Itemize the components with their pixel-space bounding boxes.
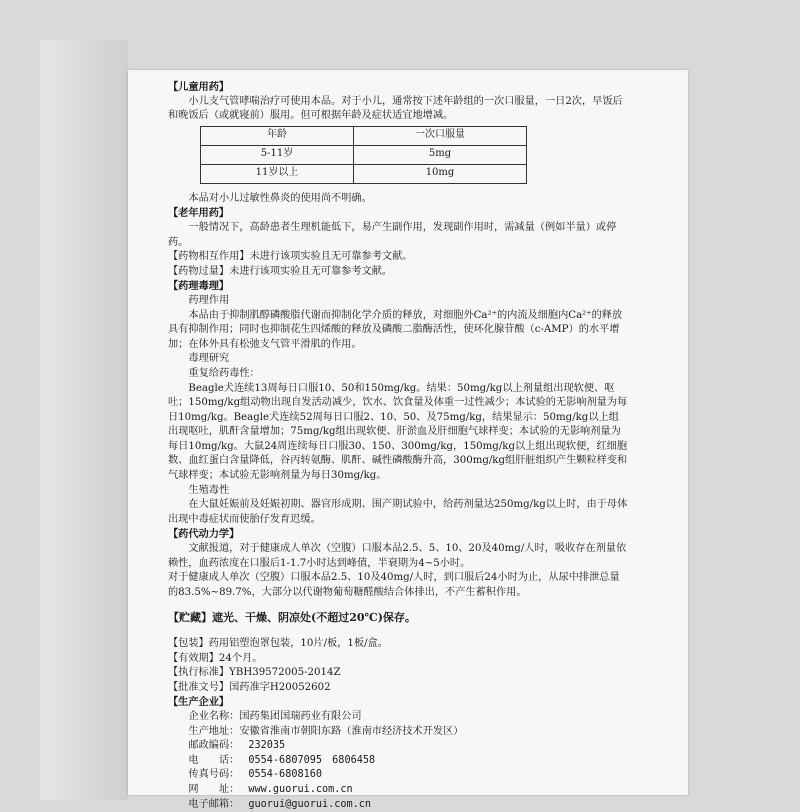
table-header-row bbox=[201, 126, 527, 145]
pk-text-1: 文献报道，对于健康成人单次（空腹）口服本品2.5、5、10、20及40mg/人时，吸收存在剂量依赖性，血药浓度在口服后1-1.7小时达到峰值，半衰期为4~5小时。 bbox=[168, 543, 627, 569]
phone-value: 0554-6807095 6806458 bbox=[248, 754, 376, 766]
postcode-row bbox=[168, 739, 628, 754]
fax-label: 传真号码： bbox=[188, 769, 240, 781]
table-cell: 10mg bbox=[354, 164, 527, 183]
reproductive-title: 生殖毒性 bbox=[188, 484, 230, 496]
fax-value: 0554-6808160 bbox=[248, 769, 322, 781]
pk-heading: 【药代动力学】 bbox=[168, 528, 240, 541]
phone-label: 电 话： bbox=[188, 754, 240, 766]
toxicology-title: 毒理研究 bbox=[188, 353, 230, 365]
pediatric-text: 小儿支气管哮喘治疗可使用本品。对于小儿，通常按下述年龄组的一次口服量，一日2次，早饭后和晚饭后（或就寝前）服用。但可根据年龄及症状适宜地增减。 bbox=[168, 95, 623, 122]
storage-section: 【贮藏】遮光、干燥、阴凉处(不超过20℃)保存。 bbox=[168, 611, 416, 625]
pediatric-note: 本品对小儿过敏性鼻炎的使用尚不明确。 bbox=[188, 192, 372, 204]
standard-section: 【执行标准】YBH39572005-2014Z bbox=[168, 667, 341, 679]
table-row bbox=[201, 164, 527, 183]
interaction-section: 【药物相互作用】未进行该项实验且无可靠参考文献。 bbox=[168, 251, 413, 263]
manufacturer-name: 企业名称：国药集团国瑞药业有限公司 bbox=[188, 710, 362, 722]
elderly-text: 一般情况下，高龄患者生理机能低下，易产生副作用，发现副作用时，需减量（例如半量）或停药。 bbox=[168, 221, 617, 248]
table-header: 一次口服量 bbox=[354, 126, 527, 145]
email-value: guorui@guorui.com.cn bbox=[248, 798, 372, 810]
table-cell: 5mg bbox=[354, 145, 527, 164]
postcode-label: 邮政编码： bbox=[188, 740, 240, 752]
pharmacology-title: 药理作用 bbox=[188, 294, 230, 306]
table-cell: 11岁以上 bbox=[201, 164, 354, 183]
website-row bbox=[168, 783, 628, 798]
validity-section: 【有效期】24个月。 bbox=[168, 652, 263, 664]
pediatric-heading: 【儿童用药】 bbox=[168, 81, 230, 93]
pharmacology-text: 本品由于抑制肌醇磷酸脂代谢而抑制化学介质的释放，对细胞外Ca²⁺的内流及细胞内Ca²⁺的释放具有抑制作用；同时也抑制花生四烯酸的释放及磷酸二脂酶活性，使环化腺苷酸（c-AMP）的水平增加；在体外具有松弛支气管平滑肌的作用。 bbox=[168, 309, 623, 350]
repeat-dose-title: 重复给药毒性： bbox=[188, 367, 260, 379]
table-row bbox=[201, 145, 527, 164]
elderly-heading: 【老年用药】 bbox=[168, 207, 230, 220]
approval-section: 【批准文号】国药准字H20052602 bbox=[168, 681, 331, 693]
background-shadow bbox=[40, 40, 128, 800]
email-label: 电子邮箱： bbox=[188, 798, 240, 810]
website-value: www.guorui.com.cn bbox=[248, 783, 353, 795]
overdose-section: 【药物过量】未进行该项实验且无可靠参考文献。 bbox=[168, 265, 393, 277]
fax-row bbox=[168, 768, 628, 783]
leaflet-content bbox=[168, 80, 628, 812]
manufacturer-heading: 【生产企业】 bbox=[168, 696, 230, 709]
pk-text-2: 对于健康成人单次（空腹）口服本品2.5、10及40mg/人时，到口服后24小时为止，从尿中排泄总量的83.5%~89.7%，大部分以代谢物葡萄糖醛酸结合体排出，不产生蓄积作用。 bbox=[168, 572, 620, 598]
table-cell: 5-11岁 bbox=[201, 145, 354, 164]
table-header: 年龄 bbox=[201, 126, 354, 145]
website-label: 网 址： bbox=[188, 783, 240, 795]
postcode-value: 232035 bbox=[248, 740, 286, 752]
package-section: 【包装】药用铝塑泡罩包装，10片/板，1板/盒。 bbox=[168, 638, 388, 649]
repeat-dose-text: Beagle犬连续13周每日口服10、50和150mg/kg。结果：50mg/kg以上剂量组出现软便、呕吐；150mg/kg组动物出现自发活动减少，饮水、饮食量及体重一过性减少；本试验的无影响剂量为每日10mg/kg。Beagle犬连续52周每日口服2、10、50、及75mg/kg，结果显示：50mg/kg以上组出现呕吐，肌酐含量增加；75mg/kg组出现软便、肝淤血及肝细胞气球样变；本试验的无影响剂量为每日10mg/kg。大鼠24周连续每日口服30、150、300mg/kg，150mg/kg以上组出现软便，红细胞数、血红蛋白含量降低，谷丙转氨酶、肌酐、碱性磷酸酶升高，300mg/kg组肝脏组织产生颗粒样变和气球样变；本试验无影响剂量为每日30mg/kg。 bbox=[168, 382, 628, 482]
reproductive-text: 在大鼠妊娠前及妊娠初期、器官形成期、围产期试验中，给药剂量达250mg/kg以上时，由于母体出现中毒症状而使胎仔发育迟缓。 bbox=[168, 499, 628, 525]
dose-table bbox=[200, 126, 527, 184]
manufacturer-address: 生产地址：安徽省淮南市朝阳东路（淮南市经济技术开发区） bbox=[188, 725, 464, 737]
toxicology-heading: 【药理毒理】 bbox=[168, 280, 230, 293]
phone-row bbox=[168, 754, 628, 769]
